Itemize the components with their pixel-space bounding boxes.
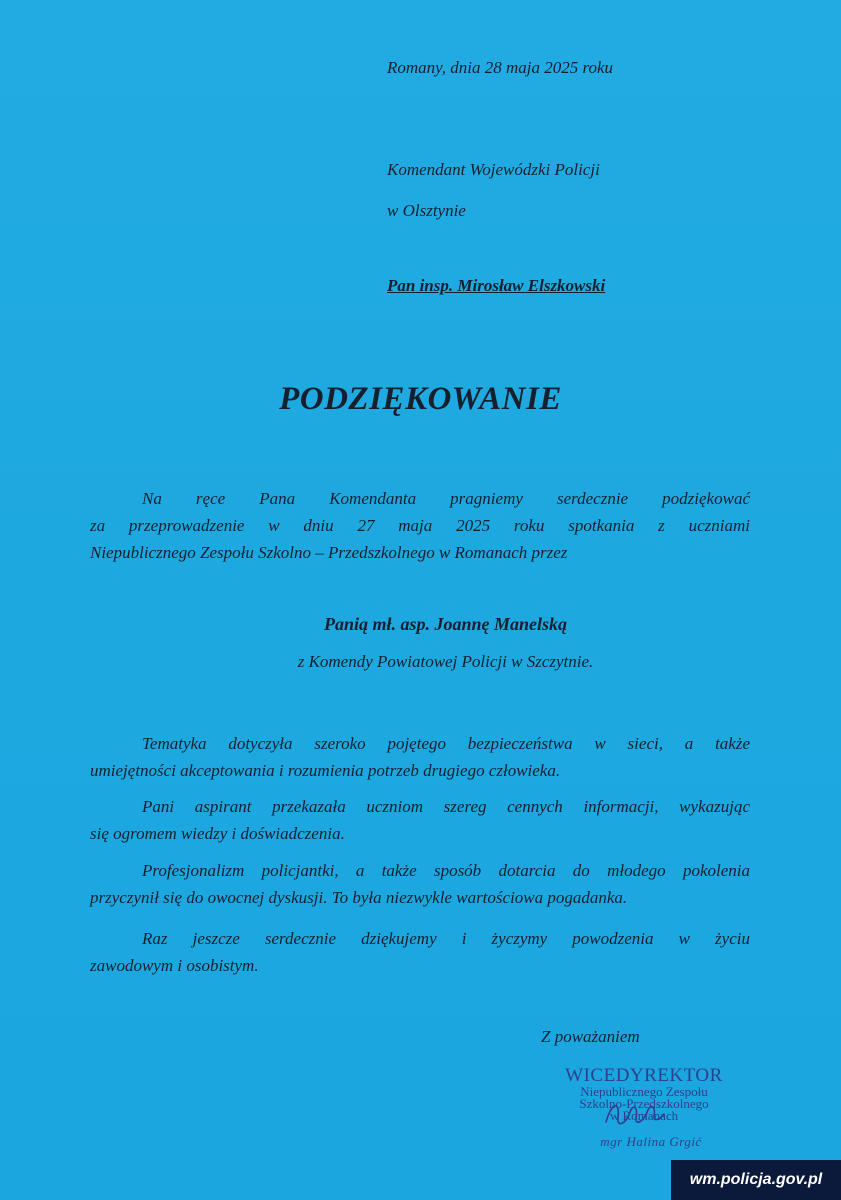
paragraph-line: umiejętności akceptowania i rozumienia potrzeb drugiego człowieka. (90, 761, 561, 780)
stamp-line: w Romanach (609, 1108, 679, 1123)
paragraph-professionalism (90, 857, 750, 911)
paragraph-line: za przeprowadzenie w dniu 27 maja 2025 roku spotkania z uczniami (90, 516, 750, 535)
stamp-line: Szkolno-Przedszkolnego (579, 1096, 709, 1111)
paragraph-line: Na ręce Pana Komendanta pragniemy serdecznie podziękować (142, 489, 750, 508)
date-line: Romany, dnia 28 maja 2025 roku (387, 58, 614, 77)
stamp-line: Niepublicznego Zespołu (580, 1084, 708, 1099)
honoree-unit: z Komendy Powiatowej Policji w Szczytnie. (297, 652, 594, 671)
paragraph-line: zawodowym i osobistym. (90, 956, 259, 975)
handwritten-signature (600, 1094, 670, 1134)
recipient-title: Komendant Wojewódzki Policji (387, 160, 600, 179)
watermark-label: wm.policja.gov.pl (671, 1160, 841, 1200)
paragraph-line: Profesjonalizm policjantki, a także sposób dotarcia do młodego pokolenia (142, 861, 750, 880)
paragraph-line: Raz jeszcze serdecznie dziękujemy i życzymy powodzenia w życiu (142, 929, 750, 948)
paragraph-line: przyczynił się do owocnej dyskusji. To była niezwykle wartościowa pogadanka. (90, 888, 628, 907)
paragraph-line: Pani aspirant przekazała uczniom szereg cennych informacji, wykazując (142, 797, 750, 816)
paragraph-topic (90, 730, 750, 784)
closing-phrase: Z poważaniem (541, 1027, 640, 1046)
paragraph-intro (90, 485, 750, 566)
honoree-name: Panią mł. asp. Joannę Manelską (323, 614, 568, 634)
stamp-signatory: mgr Halina Grgić (600, 1134, 702, 1149)
recipient-location: w Olsztynie (387, 201, 466, 220)
recipient-name: Pan insp. Mirosław Elszkowski (387, 276, 606, 295)
paragraph-line: Tematyka dotyczyła szeroko pojętego bezpieczeństwa w sieci, a także (142, 734, 750, 753)
paragraph-line: się ogromem wiedzy i doświadczenia. (90, 824, 345, 843)
letter-title: PODZIĘKOWANIE (279, 381, 562, 417)
stamp-title: WICEDYREKTOR (565, 1065, 723, 1086)
paragraph-line: Niepublicznego Zespołu Szkolno – Przedszkolnego w Romanach przez (90, 543, 568, 562)
paragraph-knowledge (90, 793, 750, 847)
paragraph-thanks (90, 925, 750, 979)
